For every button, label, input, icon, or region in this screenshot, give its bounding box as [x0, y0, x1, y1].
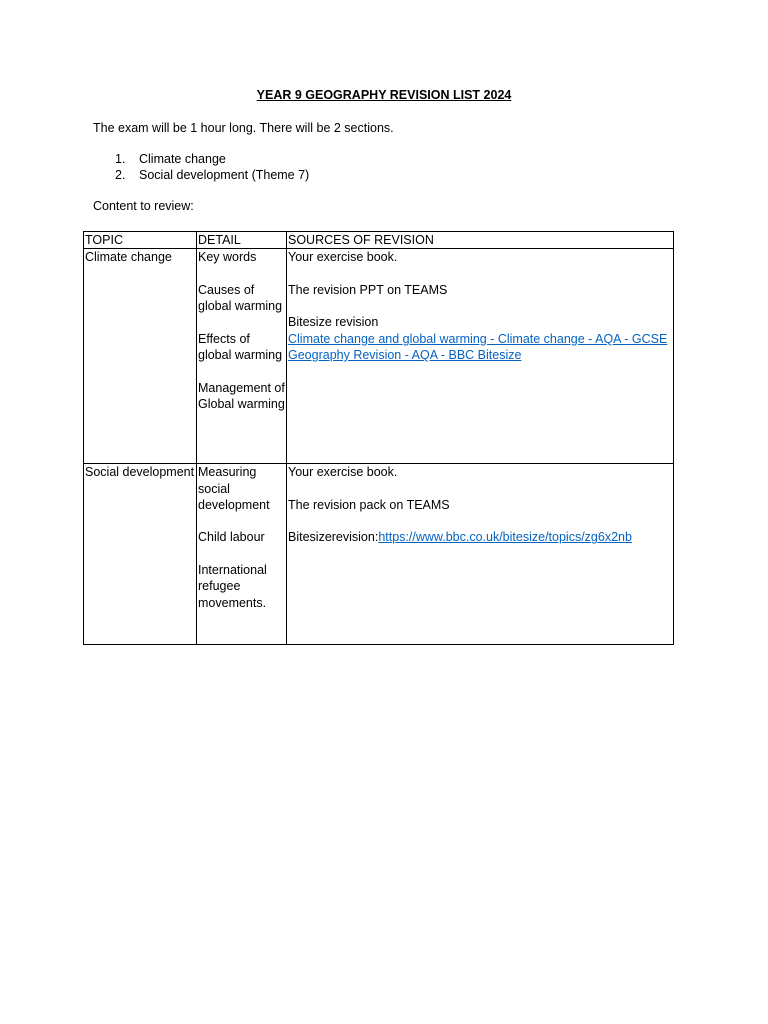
list-item	[115, 151, 309, 167]
list-label: Social development (Theme 7)	[139, 168, 310, 183]
topic-cell	[84, 249, 197, 464]
detail-item: Measuring social development	[198, 465, 270, 512]
source-item: Your exercise book.	[288, 250, 398, 265]
sources-cell	[287, 249, 674, 464]
source-item: The revision pack on TEAMS	[288, 497, 450, 512]
list-number: 1.	[115, 152, 126, 166]
revision-table	[83, 231, 674, 645]
detail-item: Causes of global warming	[198, 282, 283, 314]
list-label: Climate change	[139, 152, 226, 166]
table-row	[84, 464, 674, 645]
source-item: Bitesize revision	[288, 315, 379, 330]
content-label: Content to review:	[93, 199, 194, 213]
header-detail: DETAIL	[197, 232, 287, 249]
header-sources: SOURCES OF REVISION	[287, 232, 674, 249]
table-row	[84, 249, 674, 464]
page-title: YEAR 9 GEOGRAPHY REVISION LIST 2024	[256, 88, 512, 102]
sections-list	[115, 151, 309, 184]
detail-item: International refugee movements.	[198, 563, 267, 610]
bitesize-climate-link[interactable]: Climate change and global warming - Climate change - AQA - GCSE Geography Revision - AQA - BBC Bitesize	[288, 331, 668, 363]
list-number: 2.	[115, 168, 126, 183]
detail-cell	[197, 464, 287, 645]
list-item	[115, 167, 309, 183]
topic-cell	[84, 464, 197, 645]
intro-text: The exam will be 1 hour long. There will be 2 sections.	[93, 121, 394, 135]
detail-item: Effects of global warming	[198, 331, 283, 363]
source-item: Your exercise book.	[288, 465, 398, 480]
detail-item: Key words	[198, 250, 257, 265]
topic-text: Social development	[85, 465, 195, 480]
detail-item: Child labour	[198, 530, 265, 545]
header-topic: TOPIC	[84, 232, 197, 249]
detail-cell	[197, 249, 287, 464]
source-item: The revision PPT on TEAMS	[288, 282, 448, 297]
detail-item: Management of Global warming	[198, 380, 285, 411]
source-item	[288, 529, 672, 545]
table-header-row	[84, 232, 674, 249]
sources-cell	[287, 464, 674, 645]
bitesize-prefix: Bitesizerevision:	[288, 530, 379, 545]
topic-text: Climate change	[85, 250, 172, 265]
bitesize-social-link[interactable]: https://www.bbc.co.uk/bitesize/topics/zg6x2nb	[378, 530, 632, 545]
